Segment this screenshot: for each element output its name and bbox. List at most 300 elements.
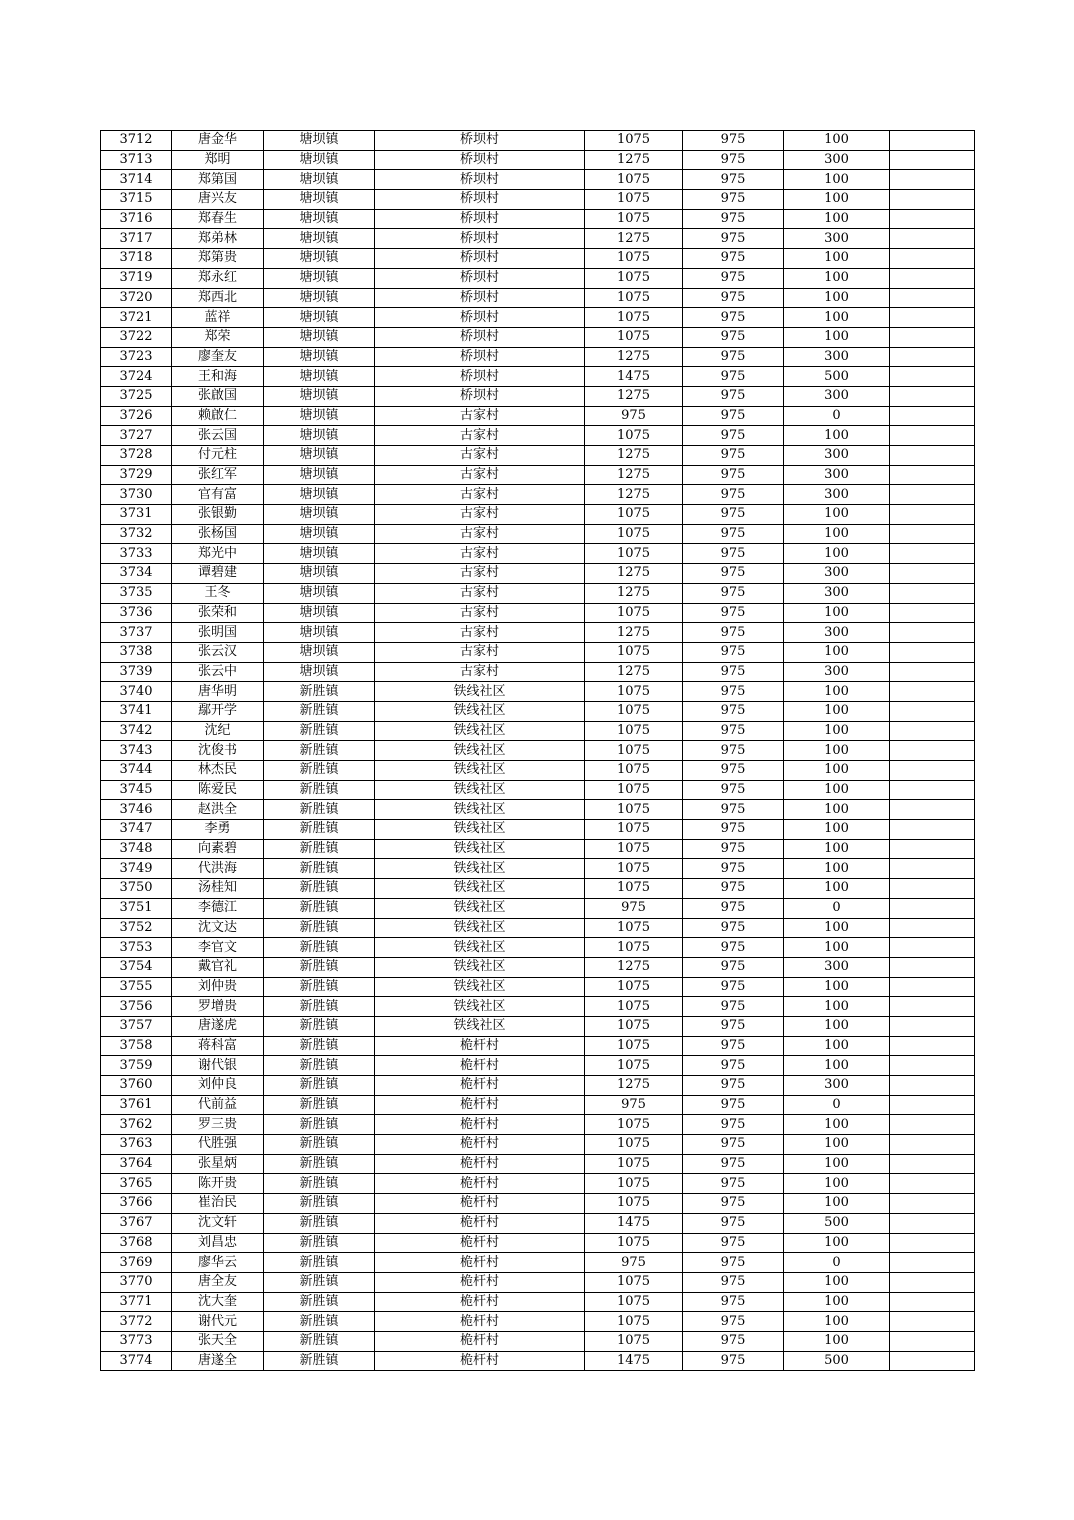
village-cell: 铁线社区 (375, 918, 585, 938)
row-number-cell: 3720 (101, 288, 172, 308)
row-number-cell: 3763 (101, 1135, 172, 1155)
base-cell: 975 (683, 1312, 784, 1332)
name-cell: 郑光中 (172, 544, 264, 564)
difference-cell: 500 (784, 1213, 890, 1233)
village-cell: 桅杆村 (375, 1115, 585, 1135)
remark-cell (890, 426, 975, 446)
table-row (101, 1351, 975, 1371)
amount-cell: 1075 (585, 918, 683, 938)
base-cell: 975 (683, 1292, 784, 1312)
town-cell: 塘坝镇 (264, 367, 375, 387)
village-cell: 古家村 (375, 564, 585, 584)
remark-cell (890, 268, 975, 288)
amount-cell: 1075 (585, 190, 683, 210)
town-cell: 新胜镇 (264, 898, 375, 918)
base-cell: 975 (683, 544, 784, 564)
difference-cell: 100 (784, 131, 890, 151)
row-number-cell: 3739 (101, 662, 172, 682)
row-number-cell: 3740 (101, 682, 172, 702)
table-row (101, 131, 975, 151)
base-cell: 975 (683, 1253, 784, 1273)
difference-cell: 500 (784, 367, 890, 387)
amount-cell: 1075 (585, 761, 683, 781)
difference-cell: 100 (784, 170, 890, 190)
table-row (101, 1135, 975, 1155)
name-cell: 沈纪 (172, 721, 264, 741)
town-cell: 新胜镇 (264, 918, 375, 938)
name-cell: 谢代元 (172, 1312, 264, 1332)
amount-cell: 1475 (585, 1351, 683, 1371)
table-row (101, 682, 975, 702)
amount-cell: 1075 (585, 800, 683, 820)
town-cell: 塘坝镇 (264, 386, 375, 406)
amount-cell: 1075 (585, 268, 683, 288)
remark-cell (890, 879, 975, 899)
row-number-cell: 3755 (101, 977, 172, 997)
remark-cell (890, 249, 975, 269)
row-number-cell: 3714 (101, 170, 172, 190)
name-cell: 刘昌忠 (172, 1233, 264, 1253)
remark-cell (890, 1194, 975, 1214)
name-cell: 张杨国 (172, 524, 264, 544)
base-cell: 975 (683, 1036, 784, 1056)
table-row (101, 1115, 975, 1135)
table-row (101, 780, 975, 800)
town-cell: 新胜镇 (264, 1331, 375, 1351)
name-cell: 李官文 (172, 938, 264, 958)
remark-cell (890, 288, 975, 308)
town-cell: 新胜镇 (264, 780, 375, 800)
town-cell: 新胜镇 (264, 1095, 375, 1115)
village-cell: 古家村 (375, 603, 585, 623)
table-row (101, 1095, 975, 1115)
town-cell: 塘坝镇 (264, 288, 375, 308)
remark-cell (890, 327, 975, 347)
amount-cell: 1075 (585, 327, 683, 347)
name-cell: 唐金华 (172, 131, 264, 151)
difference-cell: 100 (784, 505, 890, 525)
amount-cell: 1075 (585, 288, 683, 308)
town-cell: 新胜镇 (264, 1253, 375, 1273)
table-row (101, 446, 975, 466)
remark-cell (890, 1233, 975, 1253)
village-cell: 桅杆村 (375, 1095, 585, 1115)
village-cell: 桅杆村 (375, 1233, 585, 1253)
remark-cell (890, 564, 975, 584)
town-cell: 塘坝镇 (264, 190, 375, 210)
remark-cell (890, 957, 975, 977)
town-cell: 新胜镇 (264, 800, 375, 820)
village-cell: 桅杆村 (375, 1253, 585, 1273)
row-number-cell: 3717 (101, 229, 172, 249)
row-number-cell: 3757 (101, 1016, 172, 1036)
amount-cell: 1075 (585, 1272, 683, 1292)
remark-cell (890, 308, 975, 328)
name-cell: 戴官礼 (172, 957, 264, 977)
table-row (101, 1292, 975, 1312)
town-cell: 新胜镇 (264, 1292, 375, 1312)
village-cell: 桅杆村 (375, 1154, 585, 1174)
amount-cell: 1075 (585, 859, 683, 879)
amount-cell: 1075 (585, 642, 683, 662)
row-number-cell: 3736 (101, 603, 172, 623)
town-cell: 新胜镇 (264, 1312, 375, 1332)
town-cell: 新胜镇 (264, 1115, 375, 1135)
amount-cell: 1075 (585, 839, 683, 859)
table-row (101, 229, 975, 249)
town-cell: 塘坝镇 (264, 505, 375, 525)
row-number-cell: 3768 (101, 1233, 172, 1253)
table-row (101, 268, 975, 288)
remark-cell (890, 1016, 975, 1036)
village-cell: 桅杆村 (375, 1331, 585, 1351)
remark-cell (890, 170, 975, 190)
town-cell: 新胜镇 (264, 761, 375, 781)
village-cell: 桥坝村 (375, 249, 585, 269)
row-number-cell: 3765 (101, 1174, 172, 1194)
base-cell: 975 (683, 1016, 784, 1036)
difference-cell: 100 (784, 977, 890, 997)
difference-cell: 100 (784, 1115, 890, 1135)
base-cell: 975 (683, 1351, 784, 1371)
base-cell: 975 (683, 1154, 784, 1174)
base-cell: 975 (683, 249, 784, 269)
difference-cell: 100 (784, 327, 890, 347)
remark-cell (890, 150, 975, 170)
table-row (101, 997, 975, 1017)
amount-cell: 1275 (585, 564, 683, 584)
name-cell: 张明国 (172, 623, 264, 643)
village-cell: 桥坝村 (375, 170, 585, 190)
village-cell: 桅杆村 (375, 1174, 585, 1194)
amount-cell: 1275 (585, 229, 683, 249)
table-row (101, 879, 975, 899)
base-cell: 975 (683, 721, 784, 741)
table-row (101, 977, 975, 997)
difference-cell: 300 (784, 662, 890, 682)
village-cell: 古家村 (375, 465, 585, 485)
row-number-cell: 3750 (101, 879, 172, 899)
village-cell: 桅杆村 (375, 1076, 585, 1096)
name-cell: 罗增贵 (172, 997, 264, 1017)
base-cell: 975 (683, 505, 784, 525)
village-cell: 古家村 (375, 623, 585, 643)
row-number-cell: 3761 (101, 1095, 172, 1115)
remark-cell (890, 701, 975, 721)
name-cell: 代前益 (172, 1095, 264, 1115)
base-cell: 975 (683, 642, 784, 662)
village-cell: 桅杆村 (375, 1272, 585, 1292)
remark-cell (890, 662, 975, 682)
table-row (101, 426, 975, 446)
name-cell: 林杰民 (172, 761, 264, 781)
remark-cell (890, 1135, 975, 1155)
amount-cell: 1075 (585, 1056, 683, 1076)
town-cell: 塘坝镇 (264, 485, 375, 505)
base-cell: 975 (683, 623, 784, 643)
amount-cell: 1275 (585, 1076, 683, 1096)
row-number-cell: 3731 (101, 505, 172, 525)
amount-cell: 1275 (585, 623, 683, 643)
table-row (101, 859, 975, 879)
remark-cell (890, 1095, 975, 1115)
row-number-cell: 3735 (101, 583, 172, 603)
amount-cell: 1075 (585, 682, 683, 702)
town-cell: 新胜镇 (264, 1135, 375, 1155)
amount-cell: 1075 (585, 780, 683, 800)
village-cell: 铁线社区 (375, 682, 585, 702)
difference-cell: 100 (784, 1016, 890, 1036)
table-row (101, 249, 975, 269)
amount-cell: 975 (585, 898, 683, 918)
base-cell: 975 (683, 564, 784, 584)
base-cell: 975 (683, 1056, 784, 1076)
town-cell: 塘坝镇 (264, 642, 375, 662)
remark-cell (890, 623, 975, 643)
row-number-cell: 3730 (101, 485, 172, 505)
amount-cell: 1275 (585, 386, 683, 406)
row-number-cell: 3754 (101, 957, 172, 977)
table-row (101, 623, 975, 643)
name-cell: 蒋科富 (172, 1036, 264, 1056)
base-cell: 975 (683, 1272, 784, 1292)
base-cell: 975 (683, 603, 784, 623)
amount-cell: 1075 (585, 1016, 683, 1036)
amount-cell: 1075 (585, 701, 683, 721)
village-cell: 铁线社区 (375, 938, 585, 958)
remark-cell (890, 1272, 975, 1292)
town-cell: 塘坝镇 (264, 524, 375, 544)
difference-cell: 100 (784, 1154, 890, 1174)
row-number-cell: 3758 (101, 1036, 172, 1056)
table-row (101, 1036, 975, 1056)
table-row (101, 642, 975, 662)
remark-cell (890, 721, 975, 741)
village-cell: 桅杆村 (375, 1036, 585, 1056)
table-row (101, 308, 975, 328)
name-cell: 汤桂知 (172, 879, 264, 899)
remark-cell (890, 209, 975, 229)
name-cell: 谭碧建 (172, 564, 264, 584)
village-cell: 桥坝村 (375, 150, 585, 170)
base-cell: 975 (683, 347, 784, 367)
difference-cell: 100 (784, 800, 890, 820)
village-cell: 桅杆村 (375, 1056, 585, 1076)
difference-cell: 300 (784, 229, 890, 249)
name-cell: 李勇 (172, 820, 264, 840)
name-cell: 廖奎友 (172, 347, 264, 367)
amount-cell: 1075 (585, 1292, 683, 1312)
name-cell: 张红军 (172, 465, 264, 485)
town-cell: 新胜镇 (264, 1056, 375, 1076)
name-cell: 唐全友 (172, 1272, 264, 1292)
base-cell: 975 (683, 485, 784, 505)
amount-cell: 1075 (585, 997, 683, 1017)
difference-cell: 300 (784, 485, 890, 505)
remark-cell (890, 839, 975, 859)
row-number-cell: 3738 (101, 642, 172, 662)
amount-cell: 1275 (585, 465, 683, 485)
town-cell: 新胜镇 (264, 1036, 375, 1056)
difference-cell: 100 (784, 1331, 890, 1351)
row-number-cell: 3762 (101, 1115, 172, 1135)
base-cell: 975 (683, 1213, 784, 1233)
difference-cell: 100 (784, 524, 890, 544)
remark-cell (890, 190, 975, 210)
base-cell: 975 (683, 701, 784, 721)
name-cell: 谢代银 (172, 1056, 264, 1076)
table-row (101, 800, 975, 820)
row-number-cell: 3744 (101, 761, 172, 781)
town-cell: 塘坝镇 (264, 131, 375, 151)
remark-cell (890, 1056, 975, 1076)
row-number-cell: 3745 (101, 780, 172, 800)
difference-cell: 300 (784, 957, 890, 977)
difference-cell: 100 (784, 1056, 890, 1076)
difference-cell: 100 (784, 1292, 890, 1312)
difference-cell: 300 (784, 465, 890, 485)
town-cell: 塘坝镇 (264, 327, 375, 347)
town-cell: 塘坝镇 (264, 623, 375, 643)
town-cell: 新胜镇 (264, 820, 375, 840)
table-row (101, 820, 975, 840)
town-cell: 新胜镇 (264, 938, 375, 958)
difference-cell: 300 (784, 150, 890, 170)
amount-cell: 1075 (585, 938, 683, 958)
amount-cell: 1075 (585, 1135, 683, 1155)
row-number-cell: 3752 (101, 918, 172, 938)
row-number-cell: 3734 (101, 564, 172, 584)
town-cell: 新胜镇 (264, 997, 375, 1017)
town-cell: 新胜镇 (264, 879, 375, 899)
table-row (101, 485, 975, 505)
amount-cell: 1075 (585, 1233, 683, 1253)
village-cell: 桥坝村 (375, 367, 585, 387)
name-cell: 唐华明 (172, 682, 264, 702)
town-cell: 塘坝镇 (264, 308, 375, 328)
table-row (101, 938, 975, 958)
town-cell: 塘坝镇 (264, 564, 375, 584)
row-number-cell: 3718 (101, 249, 172, 269)
row-number-cell: 3759 (101, 1056, 172, 1076)
row-number-cell: 3772 (101, 1312, 172, 1332)
difference-cell: 300 (784, 386, 890, 406)
village-cell: 铁线社区 (375, 1016, 585, 1036)
town-cell: 新胜镇 (264, 1272, 375, 1292)
name-cell: 唐兴友 (172, 190, 264, 210)
table-row (101, 1154, 975, 1174)
table-row (101, 918, 975, 938)
table-row (101, 1076, 975, 1096)
difference-cell: 100 (784, 879, 890, 899)
row-number-cell: 3767 (101, 1213, 172, 1233)
town-cell: 新胜镇 (264, 721, 375, 741)
amount-cell: 1075 (585, 721, 683, 741)
name-cell: 官有富 (172, 485, 264, 505)
name-cell: 张星炳 (172, 1154, 264, 1174)
difference-cell: 100 (784, 1233, 890, 1253)
base-cell: 975 (683, 446, 784, 466)
village-cell: 桅杆村 (375, 1351, 585, 1371)
remark-cell (890, 131, 975, 151)
remark-cell (890, 761, 975, 781)
name-cell: 廖华云 (172, 1253, 264, 1273)
village-cell: 桥坝村 (375, 190, 585, 210)
name-cell: 张云国 (172, 426, 264, 446)
village-cell: 桅杆村 (375, 1194, 585, 1214)
base-cell: 975 (683, 426, 784, 446)
name-cell: 赵洪全 (172, 800, 264, 820)
name-cell: 代胜强 (172, 1135, 264, 1155)
difference-cell: 0 (784, 898, 890, 918)
difference-cell: 100 (784, 209, 890, 229)
town-cell: 新胜镇 (264, 977, 375, 997)
remark-cell (890, 465, 975, 485)
table-row (101, 1174, 975, 1194)
town-cell: 新胜镇 (264, 1351, 375, 1371)
amount-cell: 1275 (585, 446, 683, 466)
difference-cell: 300 (784, 446, 890, 466)
row-number-cell: 3743 (101, 741, 172, 761)
base-cell: 975 (683, 839, 784, 859)
table-body (101, 131, 975, 1371)
table-row (101, 583, 975, 603)
table-row (101, 1272, 975, 1292)
name-cell: 赖啟仁 (172, 406, 264, 426)
row-number-cell: 3764 (101, 1154, 172, 1174)
difference-cell: 500 (784, 1351, 890, 1371)
remark-cell (890, 1312, 975, 1332)
name-cell: 向素碧 (172, 839, 264, 859)
name-cell: 罗三贵 (172, 1115, 264, 1135)
village-cell: 铁线社区 (375, 800, 585, 820)
difference-cell: 100 (784, 1135, 890, 1155)
difference-cell: 300 (784, 583, 890, 603)
town-cell: 塘坝镇 (264, 583, 375, 603)
base-cell: 975 (683, 131, 784, 151)
name-cell: 代洪海 (172, 859, 264, 879)
difference-cell: 100 (784, 761, 890, 781)
town-cell: 新胜镇 (264, 701, 375, 721)
table-row (101, 190, 975, 210)
difference-cell: 100 (784, 1036, 890, 1056)
table-row (101, 1016, 975, 1036)
difference-cell: 100 (784, 997, 890, 1017)
name-cell: 唐遂虎 (172, 1016, 264, 1036)
village-cell: 桥坝村 (375, 327, 585, 347)
row-number-cell: 3727 (101, 426, 172, 446)
village-cell: 古家村 (375, 583, 585, 603)
base-cell: 975 (683, 465, 784, 485)
table-row (101, 386, 975, 406)
town-cell: 塘坝镇 (264, 150, 375, 170)
remark-cell (890, 386, 975, 406)
base-cell: 975 (683, 879, 784, 899)
base-cell: 975 (683, 288, 784, 308)
difference-cell: 100 (784, 1174, 890, 1194)
difference-cell: 100 (784, 839, 890, 859)
town-cell: 塘坝镇 (264, 426, 375, 446)
remark-cell (890, 741, 975, 761)
name-cell: 郑荣 (172, 327, 264, 347)
row-number-cell: 3732 (101, 524, 172, 544)
remark-cell (890, 1351, 975, 1371)
base-cell: 975 (683, 190, 784, 210)
difference-cell: 100 (784, 308, 890, 328)
base-cell: 975 (683, 859, 784, 879)
remark-cell (890, 1213, 975, 1233)
amount-cell: 1075 (585, 977, 683, 997)
